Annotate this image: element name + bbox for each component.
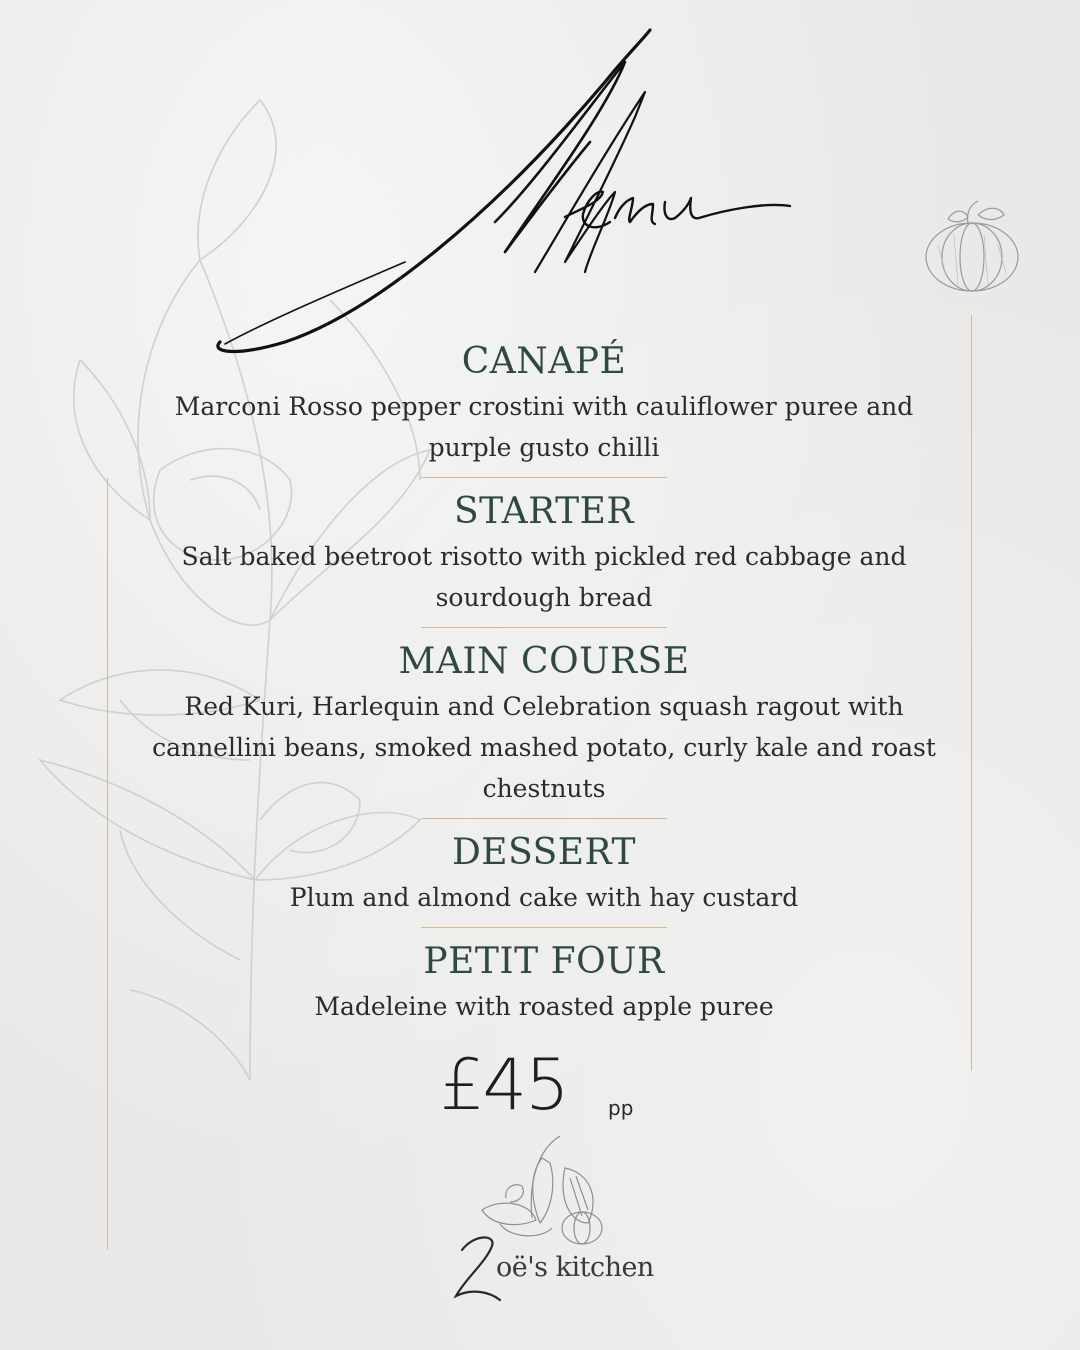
- course-description-line: Salt baked beetroot risotto with pickled red cabbage and: [181, 542, 907, 571]
- course-description-line: sourdough bread: [435, 583, 653, 612]
- pumpkin-icon: [918, 195, 1028, 295]
- logo-text: oë's kitchen: [496, 1252, 654, 1283]
- course-divider: [421, 477, 667, 478]
- menu-body: [120, 338, 968, 1027]
- course-title: PETIT FOUR: [423, 941, 665, 982]
- course-starter: [120, 488, 968, 618]
- course-title: STARTER: [453, 491, 635, 532]
- course-dessert: [120, 829, 968, 918]
- course-canape: [120, 338, 968, 468]
- course-description-line: Plum and almond cake with hay custard: [289, 883, 799, 912]
- price-amount: £45: [440, 1044, 568, 1126]
- course-description-line: cannellini beans, smoked mashed potato, curly kale and roast: [152, 733, 936, 762]
- course-divider: [421, 818, 667, 819]
- course-divider: [421, 627, 667, 628]
- course-title: MAIN COURSE: [398, 641, 690, 682]
- course-title: DESSERT: [451, 832, 637, 873]
- price-unit: pp: [608, 1096, 634, 1120]
- left-accent-line: [107, 478, 108, 1250]
- menu-title: [205, 22, 805, 362]
- course-title: CANAPÉ: [461, 341, 627, 382]
- right-accent-line: [971, 315, 972, 1071]
- zoes-kitchen-logo: [440, 1128, 660, 1308]
- course-description-line: chestnuts: [482, 774, 606, 803]
- course-description-line: Marconi Rosso pepper crostini with cauliflower puree and: [174, 392, 914, 421]
- course-main: [120, 638, 968, 809]
- course-description-line: purple gusto chilli: [428, 433, 660, 462]
- course-divider: [421, 927, 667, 928]
- course-petit-four: [120, 938, 968, 1027]
- course-description-line: Madeleine with roasted apple puree: [314, 992, 774, 1021]
- course-description-line: Red Kuri, Harlequin and Celebration squash ragout with: [184, 692, 904, 721]
